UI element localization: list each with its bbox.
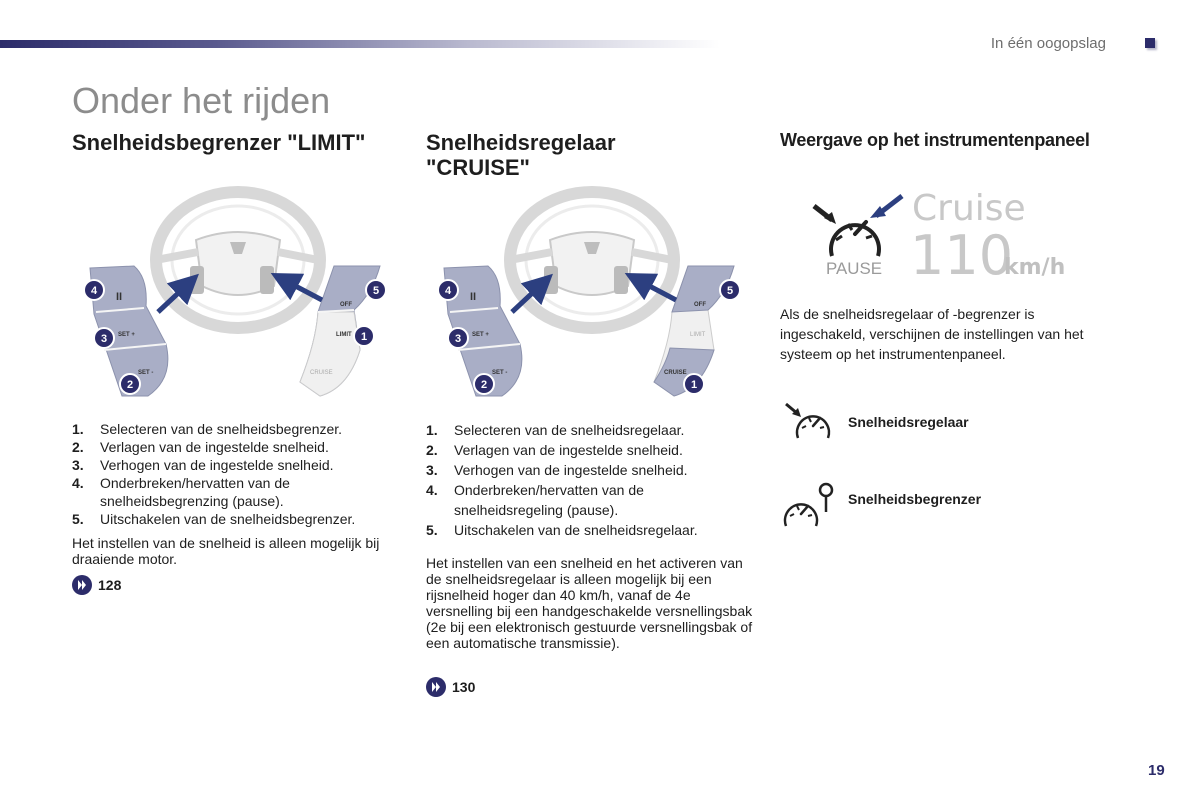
list-item: 4. Onderbreken/hervatten van de snelheidsregeling (pause). xyxy=(426,482,644,518)
list-item: 2. Verlagen van de ingestelde snelheid. xyxy=(426,442,683,458)
steering-wheel-illustration-cruise xyxy=(432,182,752,404)
list-item: 1. Selecteren van de snelheidsregelaar. xyxy=(426,422,685,438)
list-item: 1. Selecteren van de snelheidsbegrenzer. xyxy=(72,421,343,437)
display-speed: 110 xyxy=(910,224,1014,284)
display-status: PAUSE xyxy=(826,259,882,278)
limit-steps-list xyxy=(72,420,402,528)
display-unit: km/h xyxy=(1004,255,1066,280)
panel-description: Als de snelheidsregelaar of -begrenzer is ingeschakeld, verschijnen de instellingen van het systeem op het instrumentenpaneel. xyxy=(780,306,1084,362)
set-plus-label: SET + xyxy=(472,332,489,338)
svg-text:5: 5 xyxy=(372,285,380,297)
section-marker xyxy=(1145,38,1155,48)
page-link-icon xyxy=(426,677,446,697)
list-item: 3. Verhogen van de ingestelde snelheid. xyxy=(72,457,334,473)
svg-text:1: 1 xyxy=(690,379,698,391)
limit-page-reference[interactable] xyxy=(72,575,121,595)
cruise-heading-line1: Snelheidsregelaar xyxy=(426,130,616,155)
callout-1 xyxy=(354,326,374,346)
list-item: 5. Uitschakelen van de snelheidsregelaar. xyxy=(426,522,698,538)
svg-text:3: 3 xyxy=(454,333,462,345)
list-item: 4. Onderbreken/hervatten van de snelheidsbegrenzing (pause). xyxy=(72,475,290,509)
page-title: Onder het rijden xyxy=(72,80,331,121)
cruise-steps-list xyxy=(426,420,756,540)
cruise-page-reference[interactable] xyxy=(426,677,475,697)
steering-wheel-illustration-limit xyxy=(78,182,398,404)
cruise-control-icon xyxy=(831,222,879,256)
callout-1 xyxy=(684,374,704,394)
section-label: In één oogopslag xyxy=(990,35,1106,52)
list-item: 5. Uitschakelen van de snelheidsbegrenzer. xyxy=(72,511,356,527)
svg-text:5: 5 xyxy=(726,285,734,297)
page-ref-number: 128 xyxy=(98,577,122,593)
limit-note: Het instellen van de snelheid is alleen mogelijk bij draaiende motor. xyxy=(72,535,380,567)
svg-text:1: 1 xyxy=(360,331,368,343)
page-ref-number: 130 xyxy=(452,679,476,695)
callout-3 xyxy=(448,328,468,348)
svg-text:2: 2 xyxy=(126,379,134,391)
set-minus-label: SET - xyxy=(492,370,508,376)
cruise-button-label: CRUISE xyxy=(664,370,687,376)
list-item: 2. Verlagen van de ingestelde snelheid. xyxy=(72,439,329,455)
legend-cruise-label: Snelheidsregelaar xyxy=(848,414,969,430)
svg-text:4: 4 xyxy=(444,285,452,297)
cruise-note: Het instellen van een snelheid en het activeren van de snelheidsregelaar is alleen mogelijk bij een rijsnelheid hoger dan 40 km/h, vanaf de 4e versnelling bij een handgeschakelde versnellingsbak (2e bij een elektronisch gestuurde versnellingsbak of een automatische transmissie). xyxy=(426,555,753,651)
callout-5 xyxy=(366,280,386,300)
display-mode: Cruise xyxy=(912,188,1026,229)
callout-2 xyxy=(474,374,494,394)
callout-4 xyxy=(84,280,104,300)
cruise-button-label: CRUISE xyxy=(310,370,333,376)
limit-button-label: LIMIT xyxy=(690,332,706,338)
limit-heading: Snelheidsbegrenzer "LIMIT" xyxy=(72,130,366,155)
set-plus-label: SET + xyxy=(118,332,135,338)
off-button-label: OFF xyxy=(694,302,706,308)
speed-limiter-icon xyxy=(782,480,836,532)
off-button-label: OFF xyxy=(340,302,352,308)
callout-5 xyxy=(720,280,740,300)
list-item: 3. Verhogen van de ingestelde snelheid. xyxy=(426,462,688,478)
callout-4 xyxy=(438,280,458,300)
limit-button-label: LIMIT xyxy=(336,332,352,338)
legend-limiter-label: Snelheidsbegrenzer xyxy=(848,491,982,507)
panel-heading: Weergave op het instrumentenpaneel xyxy=(780,130,1090,150)
cruise-heading xyxy=(426,130,616,180)
header-gradient-bar xyxy=(0,40,720,48)
cruise-control-icon xyxy=(782,398,836,444)
callout-2 xyxy=(120,374,140,394)
set-minus-label: SET - xyxy=(138,370,154,376)
pause-button-label: II xyxy=(116,291,123,303)
svg-text:4: 4 xyxy=(90,285,98,297)
page-number: 19 xyxy=(1148,762,1165,779)
instrument-panel-display xyxy=(806,184,1086,284)
callout-3 xyxy=(94,328,114,348)
svg-text:2: 2 xyxy=(480,379,488,391)
page-link-icon xyxy=(72,575,92,595)
cruise-heading-line2: "CRUISE" xyxy=(426,155,530,180)
pause-button-label: II xyxy=(470,291,477,303)
svg-text:3: 3 xyxy=(100,333,108,345)
